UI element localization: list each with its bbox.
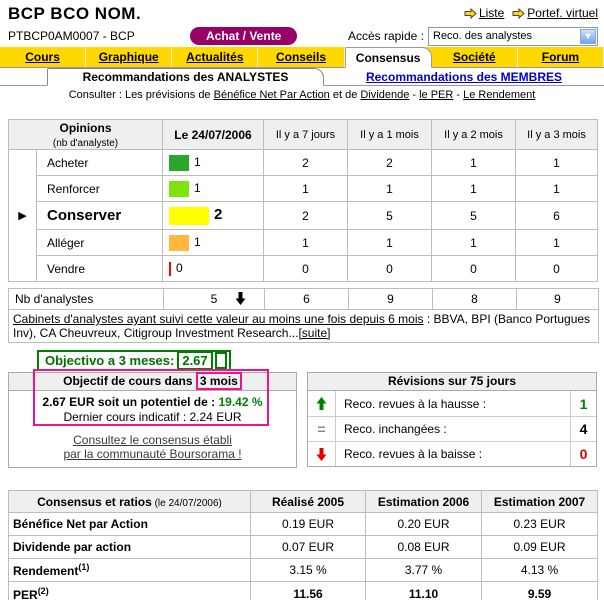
table-row-rendement [9, 559, 598, 582]
community-link-line1: Consultez le consensus établi [73, 433, 232, 447]
selected-row-marker: ▶ [9, 150, 37, 282]
ratio-value: 4.13 % [482, 559, 598, 582]
stock-title: BCP BCO NOM. [8, 4, 142, 23]
subtab-members [324, 68, 604, 85]
quick-access-value: Reco. des analystes [433, 30, 533, 42]
consult-sep2: - [453, 89, 464, 101]
objective-annotation-label: Objectivo a 3 meses: [45, 353, 175, 368]
opinion-history: 0 [516, 256, 598, 282]
target-title-prefix: Objectif de cours dans [63, 374, 196, 388]
portfolio-link-label: Portef. virtuel [527, 6, 598, 20]
cabinets-row [9, 310, 599, 343]
rendement-link[interactable]: Le Rendement [463, 89, 536, 101]
ratio-value: 0.08 EUR [366, 536, 482, 559]
ratios-header-row [9, 491, 598, 513]
opinion-history: 1 [264, 230, 348, 256]
down-arrow-icon [308, 442, 336, 466]
nb-analystes-label: Nb d'analystes [9, 289, 164, 310]
potential-value: 19.42 % [218, 395, 263, 409]
ratios-title-date: (le 24/07/2006) [151, 497, 222, 509]
ratios-table [8, 490, 598, 600]
opinion-count: 0 [176, 261, 183, 276]
opinion-count: 1 [194, 180, 201, 195]
opinion-bar-cell [163, 230, 264, 256]
opinion-history: 1 [516, 150, 598, 176]
ratio-value: 0.20 EUR [366, 513, 482, 536]
opinion-label: Alléger [37, 230, 163, 256]
nb-history: 6 [265, 289, 349, 310]
target-box-body [9, 391, 296, 424]
col-estimation-2006: Estimation 2006 [366, 491, 482, 513]
consult-mid: et de [329, 89, 361, 101]
opinion-label: Renforcer [37, 176, 163, 202]
potential-prefix: 2.67 EUR soit un potentiel de : [42, 395, 219, 409]
price-target-box [8, 372, 297, 468]
nb-history: 8 [433, 289, 517, 310]
table-row-vendre [9, 256, 598, 282]
table-row-bna [9, 513, 598, 536]
revision-label: Reco. revues à la hausse : [344, 396, 487, 411]
ratio-value: 0.19 EUR [251, 513, 366, 536]
opinion-bar [169, 262, 171, 276]
table-row-dividende [9, 536, 598, 559]
opinion-bar-cell [163, 202, 264, 230]
table-row-conserver [9, 202, 598, 230]
liste-link[interactable] [464, 6, 504, 20]
last-price-line: Dernier cours indicatif : 2.24 EUR [63, 410, 242, 424]
opinion-history: 0 [432, 256, 516, 282]
opinion-label: Vendre [37, 256, 163, 282]
opinions-header-row [9, 120, 598, 150]
ratio-value: 3.77 % [366, 559, 482, 582]
per-link[interactable]: le PER [419, 89, 454, 101]
ratio-value: 3.15 % [251, 559, 366, 582]
consult-line [0, 86, 604, 105]
nb-history: 9 [349, 289, 433, 310]
revision-row-up [308, 391, 596, 416]
opinion-bar [169, 235, 189, 251]
isin-code: PTBCP0AM0007 - BCP [8, 29, 135, 43]
suite-link[interactable]: [suite] [298, 326, 331, 340]
portfolio-link[interactable] [512, 6, 598, 20]
opinion-bar-cell [163, 176, 264, 202]
revision-row-unchanged [308, 416, 596, 441]
dividende-link[interactable]: Dividende [360, 89, 410, 101]
opinion-history: 1 [348, 230, 432, 256]
h7j-header: Il y a 7 jours [264, 120, 348, 150]
ratio-label: Bénéfice Net par Action [9, 513, 251, 536]
opinion-count: 2 [214, 206, 223, 224]
h3m-header: Il y a 3 mois [516, 120, 598, 150]
opinion-bar [169, 181, 189, 197]
ratio-value: 11.56 [251, 582, 366, 600]
quick-access-select[interactable] [428, 27, 598, 46]
opinion-history: 2 [264, 150, 348, 176]
up-arrow-icon [308, 391, 336, 416]
objective-annotation [37, 350, 231, 371]
table-row-renforcer [9, 176, 598, 202]
opinion-history: 2 [348, 150, 432, 176]
opinion-history: 1 [348, 176, 432, 202]
opinion-bar-cell [163, 256, 264, 282]
tab-consensus[interactable]: Consensus [345, 47, 432, 68]
objective-annotation-value: 2.67 [177, 351, 212, 370]
community-consensus-link[interactable] [9, 433, 296, 461]
ratio-label: Dividende par action [9, 536, 251, 559]
community-link-line2: par la communauté Boursorama ! [63, 447, 242, 461]
liste-link-label: Liste [478, 6, 505, 20]
page-header [0, 0, 604, 24]
revision-value: 0 [570, 442, 596, 466]
target-box-header [9, 373, 296, 391]
chevron-down-icon[interactable]: ▼ [580, 29, 596, 44]
opinion-history: 2 [264, 202, 348, 230]
bna-link[interactable]: Bénéfice Net Par Action [213, 89, 330, 101]
header-row2 [0, 24, 604, 47]
nb-analystes-today: 5 [164, 289, 265, 310]
yellow-arrow-icon [464, 8, 477, 19]
opinions-header-sub: (nb d'analyste) [52, 137, 119, 149]
cabinets-footer [9, 310, 599, 343]
opinion-history: 1 [432, 150, 516, 176]
analyst-count-table [8, 288, 599, 343]
revisions-box [307, 372, 597, 467]
ratios-title: Consensus et ratios (le 24/07/2006) [9, 491, 251, 513]
today-header: Le 24/07/2006 [163, 120, 264, 150]
opinion-count: 1 [194, 154, 201, 169]
down-arrow-icon [235, 292, 246, 308]
tab-forum[interactable]: Forum [518, 47, 604, 67]
opinion-history: 1 [264, 176, 348, 202]
target-title-highlight: 3 mois [196, 372, 242, 390]
top-links [464, 4, 598, 20]
ratio-value: 0.07 EUR [251, 536, 366, 559]
opinion-history: 1 [432, 176, 516, 202]
opinion-history: 1 [516, 176, 598, 202]
sub-tabbar [0, 68, 604, 86]
opinion-history: 6 [516, 202, 598, 230]
col-realise-2005: Réalisé 2005 [251, 491, 366, 513]
h1m-header: Il y a 1 mois [348, 120, 432, 150]
middle-section [8, 372, 597, 468]
ratio-value: 11.10 [366, 582, 482, 600]
tab-societe[interactable]: Société [432, 47, 518, 67]
opinion-bar [169, 207, 209, 225]
footnote-sup: (1) [78, 562, 90, 572]
quick-access-label: Accès rapide : [347, 29, 424, 43]
revision-value: 1 [570, 391, 596, 416]
achat-vente-button[interactable]: Achat / Vente [190, 27, 297, 45]
potential-line [9, 395, 296, 409]
tab-cours[interactable]: Cours [0, 47, 86, 67]
ratio-label: Rendement$^{(1)}$ [9, 559, 251, 582]
revision-row-down [308, 441, 596, 466]
members-link[interactable]: Recommandations des MEMBRES [365, 70, 563, 84]
table-row-alleger [9, 230, 598, 256]
opinions-header: Opinions (nb d'analyste) [9, 120, 163, 150]
opinion-history: 1 [516, 230, 598, 256]
yellow-arrow-icon [512, 8, 525, 19]
revision-label: Reco. revues à la baisse : [344, 447, 483, 461]
table-row-per [9, 582, 598, 600]
consult-prefix: Consulter : Les prévisions de [68, 89, 214, 101]
main-tabbar [0, 47, 604, 68]
tab-conseils[interactable]: Conseils [258, 47, 344, 67]
table-row-acheter [9, 150, 598, 176]
ratio-value: 0.09 EUR [482, 536, 598, 559]
ratio-value: 9.59 [482, 582, 598, 600]
col-estimation-2007: Estimation 2007 [482, 491, 598, 513]
subtab-analysts[interactable]: Recommandations des ANALYSTES [47, 68, 324, 86]
tab-actualites[interactable]: Actualités [172, 47, 258, 67]
opinion-bar-cell [163, 150, 264, 176]
consult-sep1: - [409, 89, 420, 101]
nb-history: 9 [517, 289, 599, 310]
equals-icon: = [308, 417, 336, 441]
quick-access [348, 27, 598, 46]
tab-graphique[interactable]: Graphique [86, 47, 172, 67]
footnote-sup: (2) [37, 585, 49, 596]
revision-value: 4 [570, 417, 596, 441]
cabinets-text: : BBVA, BPI (Banco Portugues Inv), CA Cheuvreux, Citigroup Investment Research... [13, 312, 591, 340]
opinion-history: 0 [348, 256, 432, 282]
revisions-header: Révisions sur 75 jours [308, 373, 596, 391]
opinions-table [8, 119, 598, 282]
h2m-header: Il y a 2 mois [432, 120, 516, 150]
opinion-label: Acheter [37, 150, 163, 176]
opinion-count: 1 [194, 234, 201, 249]
opinion-history: 0 [264, 256, 348, 282]
opinion-history: 5 [432, 202, 516, 230]
ratio-label: PER$^{(2)}$ [9, 582, 251, 600]
ratio-value: 0.23 EUR [482, 513, 598, 536]
opinion-label: Conserver [37, 202, 163, 230]
opinion-history: 1 [432, 230, 516, 256]
cabinets-link[interactable]: Cabinets d'analystes ayant suivi cette valeur au moins une fois depuis 6 mois [13, 312, 424, 326]
opinion-history: 5 [348, 202, 432, 230]
objective-annotation-cursor [215, 352, 227, 369]
opinion-bar [169, 155, 189, 171]
revision-label: Reco. inchangées : [344, 422, 447, 436]
nb-analystes-row [9, 289, 599, 310]
